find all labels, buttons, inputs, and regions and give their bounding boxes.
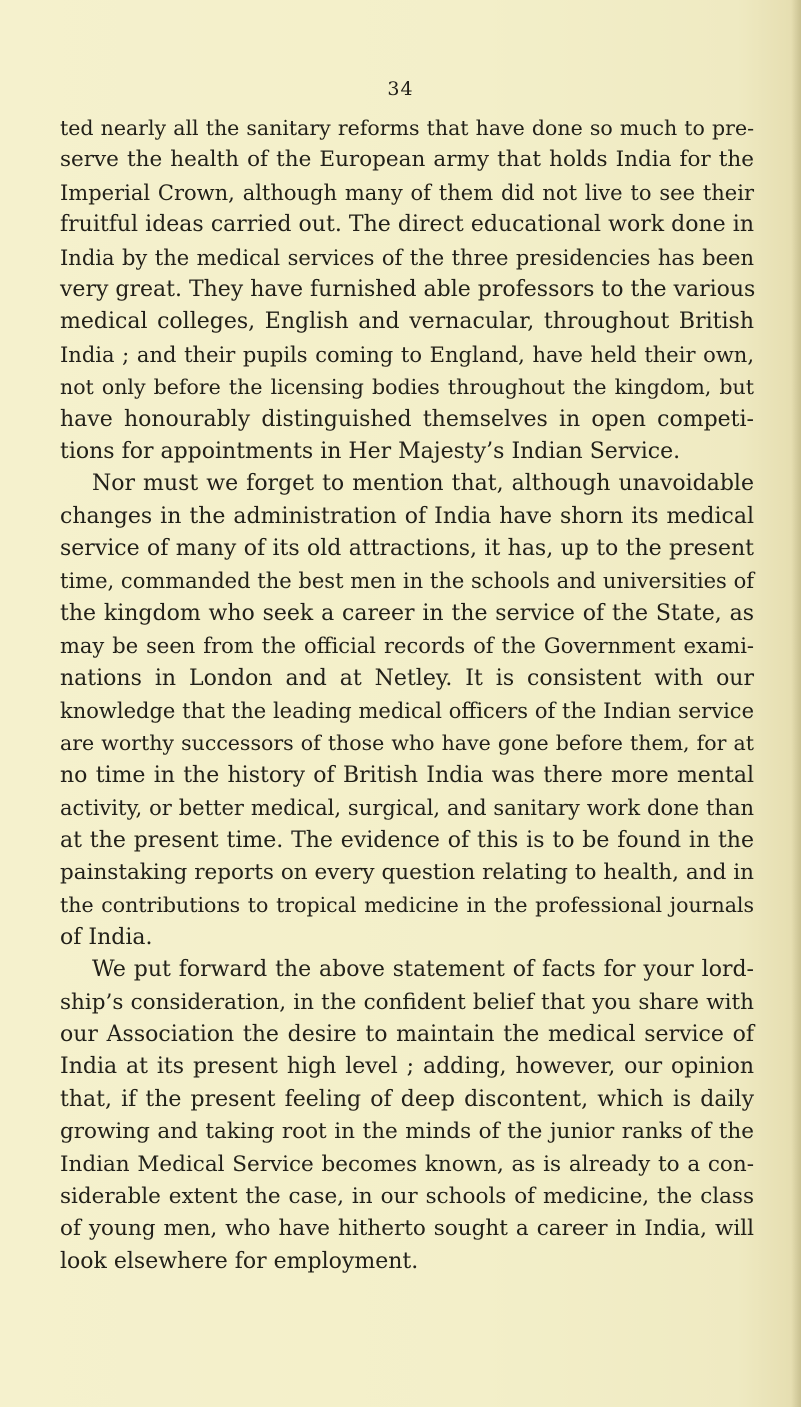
text-line: serve the health of the European army that holds India for the: [60, 147, 754, 173]
text-line: not only before the licensing bodies throughout the kingdom, but: [60, 375, 754, 400]
text-line: fruitful ideas carried out. The direct educational work done in: [60, 212, 754, 238]
text-line: ted nearly all the sanitary reforms that have done so much to pre-: [60, 116, 754, 140]
text-line: time, commanded the best men in the schools and universities of: [60, 569, 754, 594]
page-body-text: [60, 112, 754, 1278]
text-line: very great. They have furnished able professors to the various: [60, 276, 756, 302]
text-line: may be seen from the official records of the Government exami-: [60, 634, 754, 659]
text-line: We put forward the above statement of facts for your lord-: [92, 957, 754, 983]
text-line: India at its present high level ; adding, however, our opinion: [60, 1054, 754, 1080]
text-line: painstaking reports on every question relating to health, and in: [60, 859, 754, 885]
text-line: siderable extent the case, in our schools of medicine, the class: [60, 1183, 754, 1209]
text-line: knowledge that the leading medical officers of the Indian service: [60, 699, 754, 724]
text-line: Imperial Crown, although many of them did not live to see their: [60, 180, 754, 205]
text-line: nations in London and at Netley. It is consistent with our: [60, 665, 754, 691]
text-line: look elsewhere for employment.: [60, 1248, 419, 1274]
text-line: no time in the history of British India was there more mental: [60, 762, 754, 788]
text-line: Nor must we forget to mention that, although unavoidable: [92, 471, 754, 497]
page-number: 34: [387, 78, 414, 100]
text-line: service of many of its old attractions, it has, up to the present: [60, 536, 754, 562]
text-line: ship’s consideration, in the confident belief that you share with: [60, 989, 754, 1015]
text-line: are worthy successors of those who have gone before them, for at: [60, 731, 754, 756]
text-line: India by the medical services of the three presidencies has been: [60, 245, 754, 270]
text-line: Indian Medical Service becomes known, as is already to a con-: [60, 1151, 754, 1177]
text-line: that, if the present feeling of deep discontent, which is daily: [60, 1086, 754, 1112]
text-line: the kingdom who seek a career in the service of the State, as: [60, 600, 754, 626]
text-line: have honourably distinguished themselves in open competi-: [60, 406, 754, 432]
text-line: activity, or better medical, surgical, and sanitary work done than: [60, 796, 754, 821]
text-line: at the present time. The evidence of this is to be found in the: [60, 827, 754, 853]
text-line: changes in the administration of India have shorn its medical: [60, 503, 754, 529]
text-line: the contributions to tropical medicine in the professional journals: [60, 893, 754, 918]
text-line: tions for appointments in Her Majesty’s Indian Service.: [60, 438, 681, 464]
page-edge-shadow: [791, 0, 801, 1407]
text-line: India ; and their pupils coming to England, have held their own,: [60, 342, 754, 367]
text-line: medical colleges, English and vernacular, throughout British: [60, 309, 754, 335]
text-line: our Association the desire to maintain the medical service of: [60, 1021, 754, 1047]
text-line: of young men, who have hitherto sought a career in India, will: [60, 1216, 754, 1242]
text-line: growing and taking root in the minds of the junior ranks of the: [60, 1119, 754, 1145]
text-line: of India.: [60, 924, 153, 950]
